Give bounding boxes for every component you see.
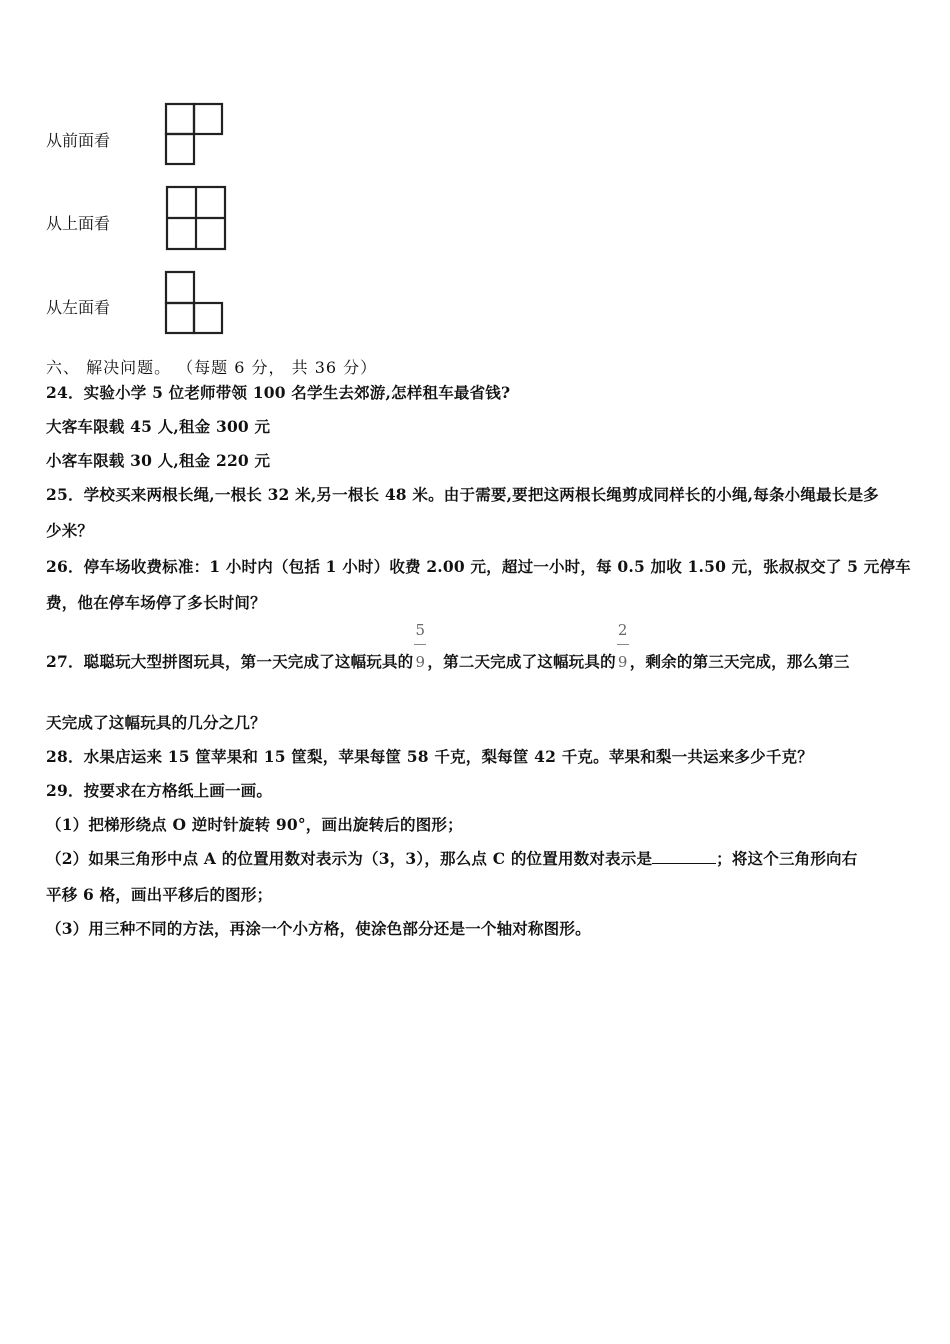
- question-25-cont: 少米？: [46, 521, 94, 540]
- top-view-figure: [164, 184, 228, 252]
- view-label-top: 从上面看: [46, 214, 111, 233]
- fraction-numerator: 5: [415, 621, 426, 639]
- fraction-2-9: [616, 621, 630, 671]
- question-27-part1: 27．聪聪玩大型拼图玩具，第一天完成了这幅玩具的: [46, 652, 414, 671]
- question-29-part2-a: （2）如果三角形中点 A 的位置用数对表示为（3，3），那么点 C 的位置用数对表示是: [46, 849, 653, 868]
- question-29-part2-b: ；将这个三角形向右: [716, 849, 858, 868]
- question-27-cont: 天完成了这幅玩具的几分之几？: [46, 713, 266, 732]
- question-26: 26．停车场收费标准：1 小时内（包括 1 小时）收费 2.00 元，超过一小时，每 0.5 加收 1.50 元，张叔叔交了 5 元停车: [46, 557, 911, 576]
- question-28: 28．水果店运来 15 筐苹果和 15 筐梨，苹果每筐 58 千克，梨每筐 42 千克。苹果和梨一共运来多少千克？: [46, 747, 813, 766]
- question-29-part3: （3）用三种不同的方法，再涂一个小方格，使涂色部分还是一个轴对称图形。: [46, 919, 591, 938]
- question-29-part1: （1）把梯形绕点 O 逆时针旋转 90°，画出旋转后的图形；: [46, 815, 463, 834]
- fraction-denominator: 9: [617, 653, 628, 671]
- fraction-bar: [414, 644, 426, 645]
- view-label-left: 从左面看: [46, 298, 111, 317]
- fraction-denominator: 9: [415, 653, 426, 671]
- question-27-part3: ，剩余的第三天完成，那么第三: [629, 652, 850, 671]
- fraction-bar: [617, 644, 629, 645]
- question-25: 25．学校买来两根长绳,一根长 32 米,另一根长 48 米。由于需要,要把这两根长绳剪成同样长的小绳,每条小绳最长是多: [46, 485, 879, 504]
- fraction-5-9: [413, 621, 427, 671]
- question-26-cont: 费，他在停车场停了多长时间？: [46, 593, 266, 612]
- front-view-figure: [164, 101, 226, 167]
- section-header: 六、 解决问题。 （每题 6 分， 共 36 分）: [46, 358, 378, 377]
- left-view-figure: [164, 269, 226, 335]
- question-29: 29．按要求在方格纸上画一画。: [46, 781, 273, 800]
- question-24: 24．实验小学 5 位老师带领 100 名学生去郊游,怎样租车最省钱?: [46, 383, 511, 402]
- fraction-numerator: 2: [617, 621, 628, 639]
- question-24-bus-large: 大客车限载 45 人,租金 300 元: [46, 417, 271, 436]
- question-27: [46, 621, 850, 672]
- view-label-front: 从前面看: [46, 131, 111, 150]
- question-24-bus-small: 小客车限载 30 人,租金 220 元: [46, 451, 271, 470]
- question-29-part2-cont: 平移 6 格，画出平移后的图形；: [46, 885, 273, 904]
- answer-blank[interactable]: [652, 849, 716, 864]
- question-29-part2: [46, 847, 857, 869]
- question-27-part2: ，第二天完成了这幅玩具的: [427, 652, 616, 671]
